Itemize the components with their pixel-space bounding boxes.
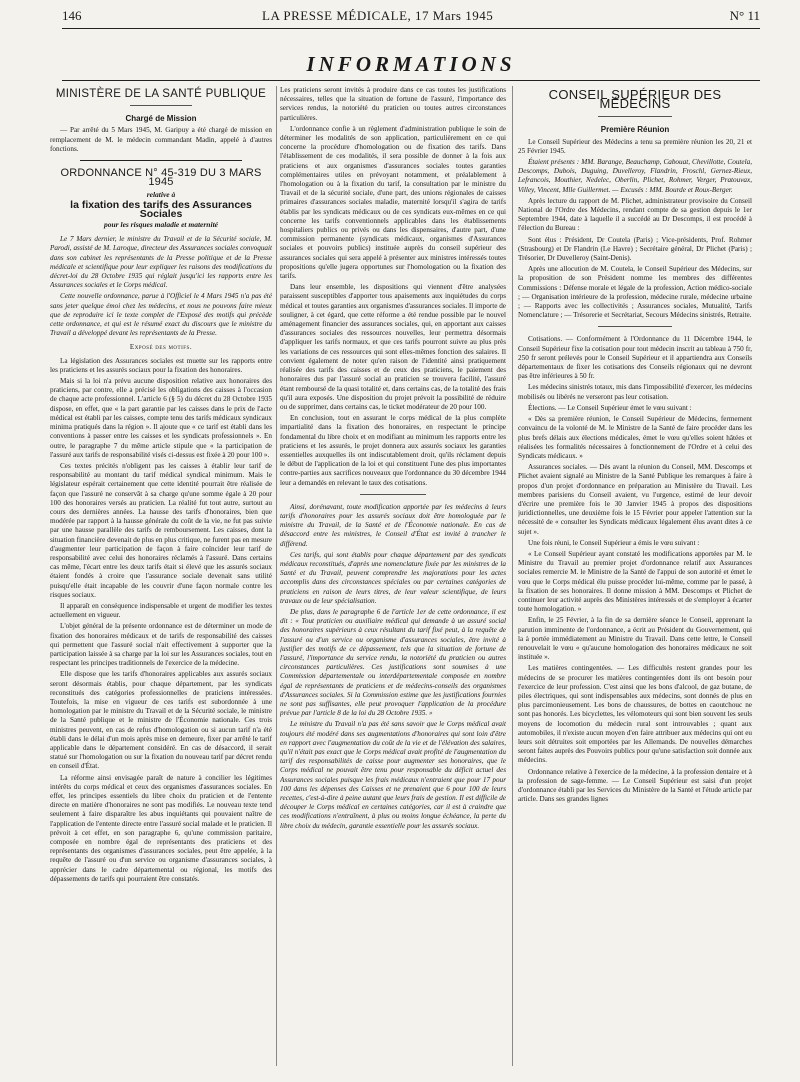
mission-text: — Par arrêté du 5 Mars 1945, M. Garipuy a été chargé de mission en remplacement de M. le médecin commandant Madin, appelé à d'autres fonctions. — [50, 126, 272, 153]
column-middle — [280, 86, 506, 1066]
italic-paragraph: De plus, dans le paragraphe 6 de l'article 1er de cette ordonnance, il est dit : « Tout praticien ou auxiliaire médical qui demande à un assuré social des honoraires supérieurs à ceux résultant du tarif fixé peut, à la requête de l'assuré ou d'un service ou organisme d'assurances sociales, être invité à justifier des motifs de ce dépassement, tels que la situation de fortune de l'assuré, l'importance du service rendu, la notoriété du praticien ou autres circonstances particulières. Ces justifications sont soumises à une Commission départementale ou interdépartementale composée en nombre égal de représentants de praticiens et de médecins-conseils des organismes d'Assurances sociales. Si la Commission estime que les justifications fournies ne sont pas suffisantes, elle peut provoquer l'application de la procédure prévue par l'article 8 de la loi du 28 Octobre 1935. » — [280, 607, 506, 718]
body-paragraph: La réforme ainsi envisagée paraît de nature à concilier les légitimes intérêts du corps médical et ceux des organismes d'assurances sociales. En effet, les principes essentiels du libre choix du praticien et de l'entente directe en matière d'honoraires ne sont pas modifiés. Le nouveau texte tend seulement à faire disparaître les abus inquiétants qui pouvaient naître de l'application de l'entente directe entre l'assuré social malade et le praticien. Il prévoit à cet effet, en son paragraphe 6, qu'une commission paritaire, composée en nombre égal de représentants des praticiens et des représentants des organismes d'assurances sociales, peut être appelée, à la requête de l'assuré ou d'un service ou organisme d'assurances sociales, à apprécier dans le cadre départemental ou régional, les motifs des dépassements de tarifs qui pourraient être constatés. — [50, 773, 272, 883]
italic-paragraph: Ces tarifs, qui sont établis pour chaque département par des syndicats médicaux reconstitués, d'après une nomenclature fixée par les ministres de la Santé et du Travail, peuvent comprendre les majorations pour les actes accomplis dans des circonstances spéciales ou par certaines catégories de praticiens en raison de leurs titres, de leur valeur scientifique, de leurs travaux ou de leur spécialisation. — [280, 550, 506, 605]
ordinance-relative: relative à — [146, 190, 176, 200]
intro-paragraph: Cette nouvelle ordonnance, parue à l'Officiel le 4 Mars 1945 n'a pas été sans jeter quelque émoi chez les médecins, et nous ne pouvons faire mieux que de reproduire ici le texte complet de l'Exposé des motifs qui précède cette ordonnance, et qui est le résumé exact du discours que le ministre du Travail a développé devant les représentants de la Presse. — [50, 292, 272, 338]
ordinance-risks: pour les risques maladie et maternité — [104, 220, 218, 230]
intro-paragraph: Le 7 Mars dernier, le ministre du Travail et de la Sécurité sociale, M. Parodi, assisté de M. Laroque, directeur des Assurances sociales convoquait dans son cabinet les représentants de la Presse politique et de la Presse médicale et scientifique pour leur expliquer les raisons des modifications du décret-loi du 28 Octobre 1935 qui réglait jusqu'ici les rapports entre les Assurances sociales et le Corps médical. — [50, 235, 272, 290]
body-paragraph: « Le Conseil Supérieur ayant constaté les modifications apportées par M. le Ministre du Travail au premier projet d'ordonnance relatif aux Assurances sociales remercie M. le Ministre de la Santé de l'appui de son autorité et émet le vœu que le Corps médical élu puisse procéder lui-même, comme par le passé, à la fixation de ses honoraires. Il donne mission à MM. Descomps et Plichet de continuer leur activité auprès des Ministères intéressés et de s'employer à écarter toute homologation. » — [518, 549, 752, 614]
mission-heading: Chargé de Mission — [125, 114, 197, 124]
body-paragraph: Dans leur ensemble, les dispositions qui viennent d'être analysées paraissent susceptibles d'apporter tous apaisements aux inquiétudes du corps médical et toutes garanties aux organismes d'assurances sociales. Il importe de souligner, à cet égard, que cette réforme a été rendue possible par le nouvel aménagement financier des assurances sociales, qui, en apportant aux caisses d'assurances sociales des ressources nouvelles, leur permettra désormais d'appliquer les tarifs normaux, et que ces tarifs pourront suivre au plus près les variations de ces ressources qui sont elles-mêmes fonction des salaires. Il convient également de noter qu'en raison de l'identité ainsi pratiquement réalisée des tarifs des caisses et de ceux des praticiens, le paiement des honoraires dus par l'assuré social au praticien se trouvera facilité, l'assuré étant remboursé de la quasi totalité et, dans certains cas, de la totalité des frais qu'il aura exposés. Une disposition du projet prévoit la possibilité de réduire ou de supprimer, dans certains cas, le ticket modérateur de 20 pour 100. — [280, 283, 506, 411]
column-divider — [276, 86, 277, 1066]
italic-paragraph: Ainsi, dorénavant, toute modification apportée par les médecins à leurs tarifs d'honoraires pour les assurés sociaux doit être homologuée par le ministre du Travail, de la Santé et de l'Économie nationale. En cas de désaccord entre les ministres, le Conseil d'État est invité à trancher le différend. — [280, 502, 506, 548]
body-paragraph: L'ordonnance confie à un règlement d'administration publique le soin de déterminer les modalités de son application, particulièrement en ce qui concerne la procédure d'homologation ou de fixation des tarifs. Dans l'établissement de ces modalités, il sera possible de donner à la fois aux praticiens et aux organismes d'assurances sociales toutes garanties complémentaires utiles en prévoyant notamment, et préalablement à l'homologation ou à la fixation du tarif, la consultation par le ministre du Travail et de la sécurité sociale, d'une part, des unions régionales de caisses primaires d'assurances sociales maladie, maternité lorsqu'il s'agira de tarifs établis par les syndicats médicaux ou de ces syndicats eux-mêmes en ce qui concerne les tarifs conventionnels applicables dans les établissements hospitaliers publics ou privés ou dans les dispensaires, d'autre part, d'une commission permanente (syndicats médicaux, organismes d'Assurances sociales et pouvoirs publics) instituée auprès du conseil supérieur des assurances sociales qui sera appelé à présenter aux ministres intéressés toutes propositions qu'elle jugera opportunes sur l'homologation ou la fixation des tarifs. — [280, 124, 506, 281]
divider — [130, 105, 192, 106]
body-paragraph: Ces textes précités n'obligent pas les caisses à établir leur tarif de responsabilité au montant du tarif médical syndical minimum. Mais le législateur espérait certainement que cette identité pourrait être réalisée de façon que l'assuré ne conservât à sa charge qu'une somme égale à 20 pour 100 des honoraires versés au praticien. La réalité fut tout autre, surtout au cours des dernières années. La hausse des tarifs d'honoraires, bien que modérée par rapport à la hausse générale du coût de la vie, ne fut pas suivie par une hausse parallèle des tarifs de remboursement. Les caisses, dont la situation financière devenait de plus en plus critique, ne furent pas en mesure d'augmenter leur participation de façon à faire coïncider leur tarif de responsabilité avec celui des honoraires réclamés à l'assuré. Dans certains cas même, l'écart entre les deux tarifs était si élevé que les assurés sociaux étaient fondés à croire que l'assurance sociale devenait sans utilité puisqu'elle était incapable de les couvrir d'une façon normale contre les risques sociaux. — [50, 461, 272, 599]
body-paragraph: Ordonnance relative à l'exercice de la médecine, à la profession dentaire et à la profession de sage-femme. — Le Conseil Supérieur est saisi d'un projet d'ordonnance établi par les Services du Ministère de la Santé et l'étude article par article. Dans ses grandes lignes — [518, 767, 752, 804]
body-paragraph: En conclusion, tout en assurant le corps médical de la plus complète impartialité dans la fixation des honoraires, en respectant le principe fondamental du libre choix et en modifiant au minimum les rapports entre les praticiens et les assurés, le projet donnera aux assurés sociaux les garanties essentielles auxquelles ils ont indiscutablement droit, qu'ils réclament depuis le début de l'application de la loi et qui constituent l'une des plus importantes contre-parties aux sacrifices nouveaux que l'ordonnance du 30 décembre 1944 leur a demandés en relevant le taux des cotisations. — [280, 414, 506, 487]
body-paragraph: Après lecture du rapport de M. Plichet, administrateur provisoire du Conseil National de l'Ordre des Médecins, rendant compte de sa gestion depuis le 1er Septembre 1944, date à laquelle il a succédé au Dr Descomps, il est procédé à l'élection du Bureau : — [518, 196, 752, 233]
body-paragraph: Il apparaît en conséquence indispensable et urgent de modifier les textes actuellement en vigueur. — [50, 601, 272, 620]
body-paragraph: Cotisations. — Conformément à l'Ordonnance du 11 Décembre 1944, le Conseil Supérieur fixe la cotisation pour tout médecin inscrit au tableau à 750 fr, 250 fr seront prélevés pour le Conseil Supérieur et il appartiendra aux Conseils départementaux de fixer les cotisations des Conseils régionaux qui ne devront pas être inférieures à 50 fr. — [518, 335, 752, 381]
reunion-heading: Première Réunion — [600, 125, 670, 135]
title-rule — [62, 80, 760, 81]
divider — [360, 494, 426, 495]
body-paragraph: Élections. — Le Conseil Supérieur émet le vœu suivant : — [528, 403, 692, 412]
expose-heading: Exposé des motifs. — [129, 343, 193, 352]
ministry-heading: MINISTÈRE DE LA SANTÉ PUBLIQUE — [55, 88, 267, 100]
divider — [598, 326, 672, 327]
body-paragraph: Les médecins sinistrés totaux, mis dans l'impossibilité d'exercer, les médecins mobilisés ou libérés ne verseront pas leur cotisation. — [518, 383, 752, 401]
body-paragraph: Les matières contingentées. — Les difficultés restent grandes pour les médecins de se procurer les matières contingentées dont ils ont besoin pour l'exercice de leur profession. C'est ainsi que les bons d'alcool, de gaz butane, de piles électriques, qui sont indispensables aux médecins, sont donnés de plus en plus parcimonieusement. Les bons de chaussures, de bottes en caoutchouc ne sont pas honorés. Les bicyclettes, les vélomoteurs qui sont bien souvent les seuls moyens de locomotion du médecin rural sont introuvables ; quant aux automobiles, il n'existe aucun moyen d'en faire attribuer aux médecins qui ont eu leurs soit détruites soit emportées par les Allemands. De nouvelles démarches seront faites auprès des Pouvoirs publics pour qu'une satisfaction soit donnée aux médecins. — [518, 664, 752, 765]
body-paragraph: Le Conseil Supérieur des Médecins a tenu sa première réunion les 20, 21 et 25 Février 1945. — [518, 137, 752, 155]
body-paragraph: Assurances sociales. — Dès avant la réunion du Conseil, MM. Descomps et Plichet avaient signalé au Ministre de la Santé Publique les remarques à faire à propos d'un projet d'ordonnance en préparation au Ministère du Travail. Les membres parisiens du Conseil avaient, vu l'urgence, estimé de leur devoir d'écrire une première fois le 30 Janvier 1945 à propos des dispositions juridictionnelles, une deuxième fois le 15 Février pour appeler l'attention sur la nécessité de « consulter les Syndicats médicaux légalement élus avant dites à ce sujet ». — [518, 463, 752, 536]
page-header — [62, 8, 760, 26]
body-paragraph: Les praticiens seront invités à produire dans ce cas toutes les justifications nécessaires, telles que la situation de fortune de l'assuré, l'importance des services rendus, la notoriété du praticien ou toutes autres circonstances particulières. — [280, 86, 506, 122]
ordinance-heading: ORDONNANCE N° 45-319 DU 3 MARS 1945 — [60, 167, 262, 189]
body-paragraph: Sont élus : Président, Dr Coutela (Paris) ; Vice-présidents, Prof. Rohmer (Strasbourg) et Dr Flandrin (Le Havre) ; Secrétaire général, Dr Plichet (Paris) ; Trésorier, Dr Duvelleroy (Saint-Denis). — [518, 235, 752, 263]
page-number: 146 — [62, 8, 82, 23]
italic-paragraph: Le ministre du Travail n'a pas été sans savoir que le Corps médical avait toujours été modéré dans ses augmentations d'honoraires qui sont loin d'être en rapport avec l'augmentation du coût de la vie et de l'élévation des salaires, qu'il n'était pas exact que le Corps médical avait profité de l'augmentation du tarif des responsabilités de caisse pour augmenter ses honoraires, que le Corps médical ne pouvait être tenu pour responsable du déficit actuel des Assurances sociales puisque les frais médicaux n'entraient que pour 17 pour 100 dans les dépenses des Caisses et ne prenaient que 6 pour 100 de leurs recettes, c'est-à-dire à peine autant que leurs frais de gestion. Il est difficile de découper le Corps médical en certaines catégories, car il est à craindre que ces modifications n'entraînent, à plus ou moins longue échéance, la perte du libre choix du médecin, garantie essentielle pour les assurés sociaux. — [280, 720, 506, 830]
body-paragraph: L'objet général de la présente ordonnance est de déterminer un mode de fixation des honoraires médicaux et de tarifs de responsabilité des caisses qui permettent que l'assuré social n'ait effectivement à supporter que la participation laissée à sa charge par la loi sur les Assurances sociales, tout en respectant les principes traditionnels de l'exercice de la médecine. — [50, 622, 272, 668]
divider — [80, 160, 242, 161]
body-paragraph: Mais si la loi n'a prévu aucune disposition relative aux honoraires des praticiens, par contre, elle a précisé les obligations des caisses à l'occasion de chaque acte professionnel. L'article 6 (§ 5) du décret du 28 Octobre 1935 dispose, en effet, que « la part garantie par les caisses dans le prix de l'acte médical est établi par les caisses, compte tenu des tarifs médicaux syndicaux minima pratiqués dans la région ». Il ajoute que « ce tarif est établi dans les conventions à passer entre les caisses et les syndicats professionnels ». En outre, le paragraphe 7 du même article stipule que « la participation de l'assuré aux tarifs de responsabilité visés ci-dessus est fixée à 20 pour 100 ». — [50, 377, 272, 459]
divider — [598, 116, 672, 117]
body-paragraph: Une fois réuni, le Conseil Supérieur a émis le vœu suivant : — [528, 538, 700, 547]
body-paragraph: La législation des Assurances sociales est muette sur les rapports entre les praticiens et les assurés sociaux pour la fixation des honoraires. — [50, 356, 272, 374]
body-paragraph: Elle dispose que les tarifs d'honoraires applicables aux assurés sociaux seront désormais établis, pour chaque département, par les syndicats reconstitués des catégories professionnelles de praticiens intéressées. Toutefois, la mise en vigueur de ces tarifs est subordonnée à une homologation par le ministre du Travail et de la Sécurité sociale, le ministre de la Santé publique et le ministre de l'Économie nationale. Ces trois ministres peuvent, en cas de refus d'homologation ou si aucun tarif n'a été établi dans le délai d'un mois après mise en demeure, fixer par arrêté le tarif applicable dans le département considéré. En cas de désaccord, il serait statué sur l'homologation ou sur la fixation du nouveau tarif par décret rendu en conseil d'État. — [50, 670, 272, 771]
body-paragraph: Enfin, le 25 Février, à la fin de sa dernière séance le Conseil, apprenant la parution imminente de l'ordonnance, a écrit au Président du Gouvernement, qui la à portée immédiatement au Ministre du Travail. Dans cette lettre, le Conseil renouvelait le vœu « qu'aucune homologation des honoraires médicaux ne soit instituée ». — [518, 616, 752, 662]
council-heading: CONSEIL SUPÉRIEUR DES MÉDECINS — [548, 87, 722, 112]
column-left — [50, 86, 272, 1066]
column-right — [518, 86, 752, 1066]
attendees-paragraph: Étaient présents : MM. Barange, Beauchamp, Cabouat, Chevillotte, Coutela, Descomps, Dubois, Duguing, Duvelleroy, Flandrin, Froschl, Gernez-Rieux, Lefrancois, Mouthier, Nedelec, Oberlin, Plichet, Rohmer, Verger, Pratouvax, Villey, Vincent, Mlle Guillermet. — Excusés : MM. Bourde et Roux-Berger. — [518, 158, 752, 194]
column-divider — [512, 86, 513, 1066]
section-title: INFORMATIONS — [306, 52, 516, 76]
body-paragraph: Après une allocution de M. Coutela, le Conseil Supérieur des Médecins, sur la proposition de son Président nomme les membres des différentes Commissions : Défense morale et légale de la profession, Action médico-sociale ; — Organisation intérieure de la profession, médecine rurale, médecine urbaine ; — Rapports avec les collectivités ; Assurances sociales, Mutualité, Tarifs Nomenclature ; — Trésorerie et Secrétariat, Secours Médecins sinistrés, Retraite. — [518, 265, 752, 320]
body-paragraph: « Dès sa première réunion, le Conseil Supérieur de Médecins, fermement convaincu de la volonté de M. le Ministre de la Santé de faire procéder dans les plus brefs délais aux élections médicales, émet le vœu qu'elles soient hâtées et réalisées les formalités nécessaires à fonctionnement de l'Ordre et à celui des Syndicats médicaux. » — [518, 415, 752, 460]
issue-number: N° 11 — [729, 8, 760, 23]
header-rule — [62, 28, 760, 29]
masthead: LA PRESSE MÉDICALE, 17 Mars 1945 — [262, 8, 494, 23]
ordinance-subject: la fixation des tarifs des Assurances Sociales — [70, 198, 252, 220]
